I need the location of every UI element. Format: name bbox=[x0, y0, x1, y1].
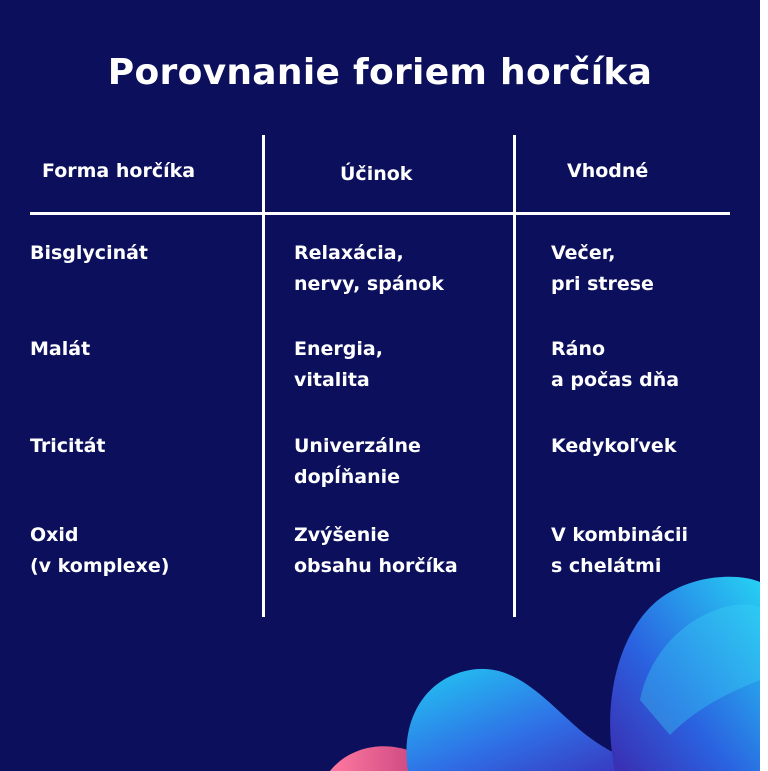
cell-line: Ráno bbox=[551, 338, 606, 360]
table-cell-suitable bbox=[551, 334, 679, 396]
column-header-effect: Účinok bbox=[340, 163, 413, 185]
cell-line: Bisglycinát bbox=[30, 242, 149, 264]
table-cell-suitable bbox=[551, 238, 654, 300]
cell-line: a počas dňa bbox=[551, 369, 680, 391]
column-header-suitable: Vhodné bbox=[567, 160, 649, 182]
header-divider bbox=[30, 212, 730, 215]
table-cell-effect bbox=[294, 520, 458, 582]
column-divider-1 bbox=[262, 135, 265, 617]
cell-line: Večer, bbox=[551, 242, 616, 264]
page-title: Porovnanie foriem horčíka bbox=[107, 52, 653, 93]
cell-line: Oxid bbox=[30, 524, 79, 546]
table-cell-form bbox=[30, 334, 90, 365]
cell-line: Malát bbox=[30, 338, 91, 360]
cell-line: Tricitát bbox=[30, 435, 106, 457]
table-cell-form bbox=[30, 431, 106, 462]
table-cell-suitable bbox=[551, 520, 688, 582]
cell-line: Zvýšenie bbox=[294, 524, 390, 546]
cell-line: s chelátmi bbox=[551, 555, 662, 577]
cell-line: Kedykoľvek bbox=[551, 435, 677, 457]
table-cell-effect bbox=[294, 431, 421, 493]
cell-line: Univerzálne bbox=[294, 435, 421, 457]
cell-line: nervy, spánok bbox=[294, 273, 444, 295]
table-cell-effect bbox=[294, 334, 383, 396]
cell-line: obsahu horčíka bbox=[294, 555, 458, 577]
table-cell-effect bbox=[294, 238, 444, 300]
table-cell-form bbox=[30, 238, 148, 269]
cell-line: (v komplexe) bbox=[30, 555, 170, 577]
table-cell-suitable bbox=[551, 431, 676, 462]
cell-line: V kombinácii bbox=[551, 524, 689, 546]
page-edge bbox=[760, 0, 768, 771]
cell-line: Energia, bbox=[294, 338, 383, 360]
column-divider-2 bbox=[513, 135, 516, 617]
column-header-form: Forma horčíka bbox=[42, 160, 196, 182]
cell-line: pri strese bbox=[551, 273, 654, 295]
cell-line: dopĺňanie bbox=[294, 466, 401, 488]
cell-line: vitalita bbox=[294, 369, 370, 391]
table-cell-form bbox=[30, 520, 170, 582]
cell-line: Relaxácia, bbox=[294, 242, 404, 264]
